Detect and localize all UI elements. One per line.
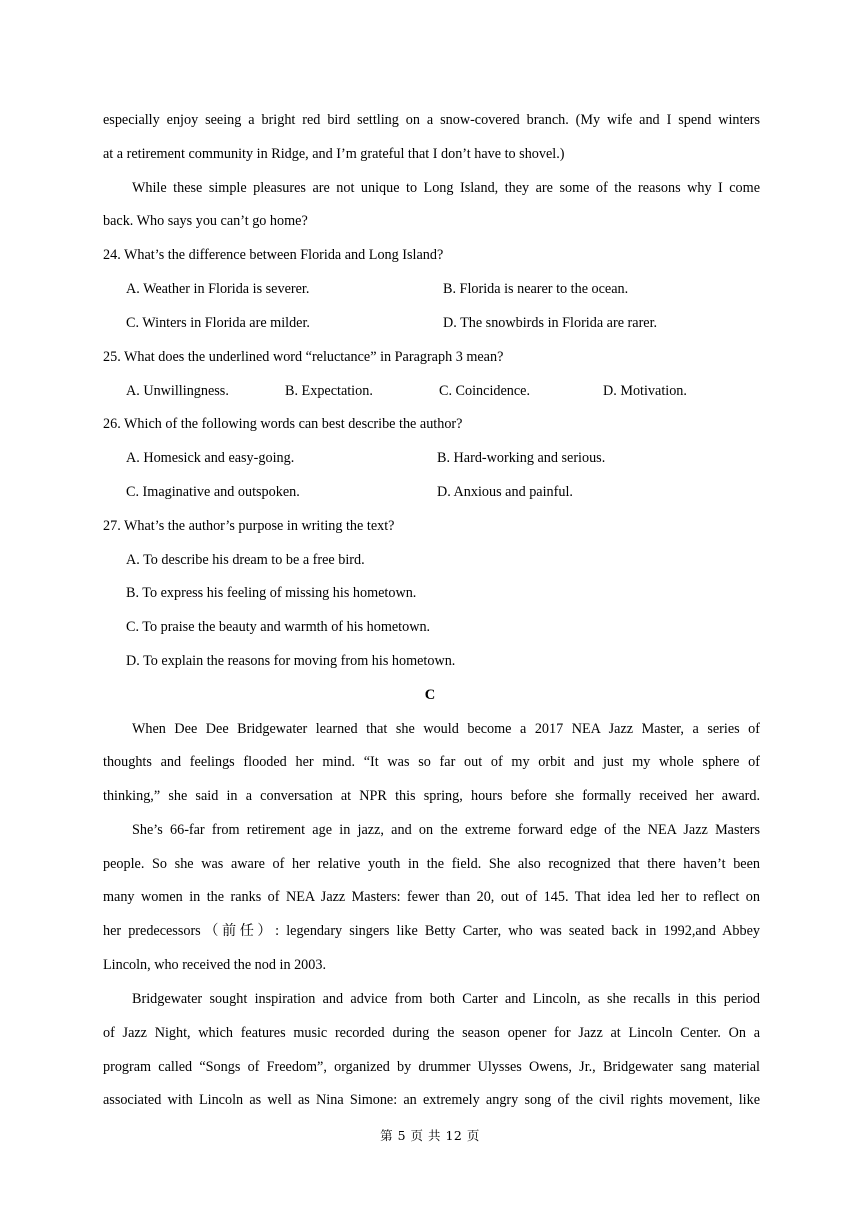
question-25-option-d: D. Motivation.	[603, 383, 687, 399]
passage-c-line-1: When Dee Dee Bridgewater learned that she would become a 2017 NEA Jazz Master, a series of	[132, 721, 760, 737]
question-25-option-c: C. Coincidence.	[439, 383, 531, 399]
passage-b-line-4: back. Who says you can’t go home?	[103, 213, 308, 229]
question-26-option-c: C. Imaginative and outspoken.	[126, 484, 300, 500]
passage-c-line-2: thoughts and feelings flooded her mind. “It was so far out of my orbit and just my whole sphere of	[103, 754, 760, 770]
section-c-heading: C	[424, 687, 436, 703]
passage-c-line-8: Lincoln, who received the nod in 2003.	[103, 957, 327, 973]
passage-b-line-1: especially enjoy seeing a bright red bird settling on a snow-covered branch. (My wife and I spend winters	[103, 112, 760, 128]
passage-c-line-5: people. So she was aware of her relative youth in the field. She also recognized that there haven’t been	[103, 856, 760, 872]
passage-c-line-11: program called “Songs of Freedom”, organized by drummer Ulysses Owens, Jr., Bridgewater sang material	[103, 1059, 760, 1075]
question-27-option-c: C. To praise the beauty and warmth of his hometown.	[126, 619, 431, 635]
question-25-option-a: A. Unwillingness.	[126, 383, 229, 399]
question-26-option-b: B. Hard-working and serious.	[437, 450, 606, 466]
passage-c-line-4: She’s 66-far from retirement age in jazz, and on the extreme forward edge of the NEA Jazz Masters	[132, 822, 760, 838]
question-26-option-a: A. Homesick and easy-going.	[126, 450, 295, 466]
question-27-option-a: A. To describe his dream to be a free bird.	[126, 552, 365, 568]
passage-c-line-7: her predecessors（前任）: legendary singers like Betty Carter, who was seated back in 1992,and Abbey	[103, 923, 760, 939]
passage-c-line-6: many women in the ranks of NEA Jazz Masters: fewer than 20, out of 145. That idea led her to reflect on	[103, 889, 760, 905]
passage-b-line-2: at a retirement community in Ridge, and I’m grateful that I don’t have to shovel.)	[103, 146, 565, 162]
question-27-option-d: D. To explain the reasons for moving from his hometown.	[126, 653, 456, 669]
question-26-stem: 26. Which of the following words can best describe the author?	[103, 416, 463, 432]
question-24-option-a: A. Weather in Florida is severer.	[126, 281, 310, 297]
question-25-option-b: B. Expectation.	[285, 383, 373, 399]
question-27-option-b: B. To express his feeling of missing his hometown.	[126, 585, 417, 601]
question-24-stem: 24. What’s the difference between Florida and Long Island?	[103, 247, 444, 263]
passage-c-line-12: associated with Lincoln as well as Nina Simone: an extremely angry song of the civil rights movement, like	[103, 1092, 760, 1108]
question-27-stem: 27. What’s the author’s purpose in writing the text?	[103, 518, 395, 534]
question-24-option-c: C. Winters in Florida are milder.	[126, 315, 310, 331]
passage-c-line-10: of Jazz Night, which features music recorded during the season opener for Jazz at Lincoln Center. On a	[103, 1025, 760, 1041]
passage-b-line-3: While these simple pleasures are not unique to Long Island, they are some of the reasons why I come	[132, 180, 760, 196]
question-24-option-b: B. Florida is nearer to the ocean.	[443, 281, 629, 297]
question-26-option-d: D. Anxious and painful.	[437, 484, 573, 500]
question-24-option-d: D. The snowbirds in Florida are rarer.	[443, 315, 658, 331]
question-25-stem: 25. What does the underlined word “reluctance” in Paragraph 3 mean?	[103, 349, 504, 365]
page-footer: 第 5 页 共 12 页	[380, 1128, 480, 1143]
passage-c-line-9: Bridgewater sought inspiration and advice from both Carter and Lincoln, as she recalls in this period	[132, 991, 760, 1007]
passage-c-line-3: thinking,” she said in a conversation at NPR this spring, hours before she formally received her award.	[103, 788, 760, 804]
